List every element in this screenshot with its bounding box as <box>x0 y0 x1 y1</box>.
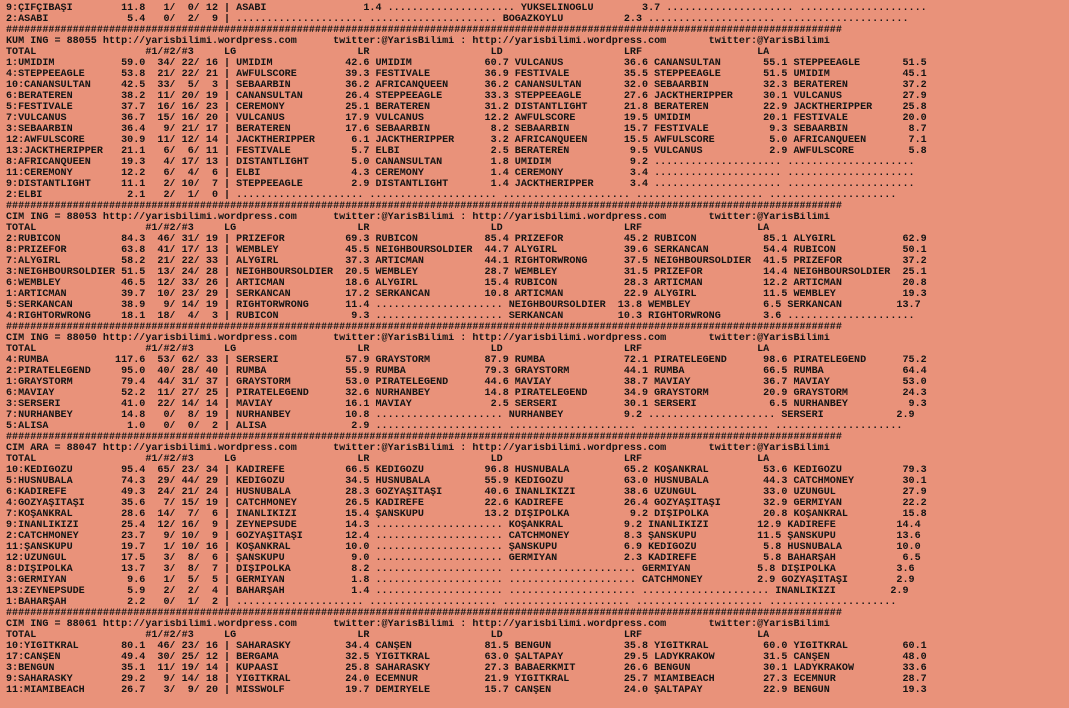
text-line: 3:SERSERİ 41.0 22/ 14/ 14 | MAVİAY 16.1 MAVİAY 2.5 SERSERİ 30.1 SERSERİ 6.5 NURHANBEY 9.3 <box>6 399 927 410</box>
text-line: 4:GÖZYAŞITAŞI 35.6 7/ 15/ 19 | CATCHMONEY 26.5 KADİREFE 22.6 KADİREFE 26.4 GÖZYAŞITAŞI 32.9 GERMİYAN 22.2 <box>6 498 927 509</box>
text-line: TOTAL #1/#2/#3 LG LR LD LRF LA <box>6 344 770 355</box>
text-line: 8:AFRICANQUEEN 19.3 4/ 17/ 13 | DISTANTLIGHT 5.0 CANANSULTAN 1.8 ÜMİDİM 9.2 ..................... ..................... <box>6 157 915 168</box>
text-line: 8:DİŞİPOLKA 13.7 3/ 8/ 7 | DİŞİPOLKA 8.2 ..................... ..................... GERMİYAN 5.8 DİŞİPOLKA 3.6 <box>6 564 915 575</box>
text-line: 11:CEREMONY 12.2 6/ 4/ 6 | ELBİ 4.3 CEREMONY 1.4 CEREMONY 3.4 ..................... ..................... <box>6 168 915 179</box>
text-line: 4:STEPPEEAGLE 53.8 21/ 22/ 21 | AWFULSCORE 39.3 FESTİVALE 36.9 FESTİVALE 35.5 STEPPEEAGLE 51.5 ÜMİDİM 45.1 <box>6 69 927 80</box>
text-line: 13:JACKTHERIPPER 21.1 6/ 6/ 11 | FESTİVALE 5.7 ELBİ 2.5 BERATEREN 9.5 VULCANUS 2.9 AWFULSCORE 5.8 <box>6 146 927 157</box>
text-line: 6:WEMBLEY 46.5 12/ 33/ 26 | ARTICMAN 18.6 ALYGIRL 15.4 RUBICON 28.3 ARTICMAN 12.2 ARTICMAN 20.8 <box>6 278 927 289</box>
text-line: ########################################################################################################################################## <box>6 322 842 333</box>
text-line: 9:İNANLIKIZI 25.4 12/ 16/ 9 | ZEYNEPSUDE 14.3 ..................... KOŞANKRAL 9.2 İNANLIKIZI 12.9 KADİREFE 14.4 <box>6 520 921 531</box>
text-line: 4:RUMBA 117.6 53/ 62/ 33 | SERSERİ 57.9 GRAYSTORM 87.9 RUMBA 72.1 PIRATELEGEND 98.6 PIRATELEGEND 75.2 <box>6 355 927 366</box>
text-line: 5:ALİSA 1.0 0/ 0/ 2 | ALİSA 2.9 ..................... ..................... ..................... ..................... <box>6 421 903 432</box>
text-line: 5:HÜSNÜBALA 74.3 29/ 44/ 29 | KEDİGÖZÜ 34.5 HÜSNÜBALA 55.9 KEDİGÖZÜ 63.0 HÜSNÜBALA 44.3 CATCHMONEY 30.1 <box>6 476 927 487</box>
text-line: KUM ING = 88055 http://yarisbilimi.wordpress.com twitter:@YarisBilimi : http://yarisbilimi.wordpress.com twitter:@YarisBilimi <box>6 36 830 47</box>
text-line: 6:BERATEREN 38.2 11/ 20/ 19 | CANANSULTAN 26.4 STEPPEEAGLE 33.3 STEPPEEAGLE 27.6 JACKTHERIPPER 30.1 VULCANUS 27.9 <box>6 91 927 102</box>
text-line: 2:PIRATELEGEND 95.0 40/ 28/ 40 | RUMBA 55.9 RUMBA 79.3 GRAYSTORM 44.1 RUMBA 66.5 RUMBA 64.4 <box>6 366 927 377</box>
text-line: 1:BAHARŞAH 2.2 0/ 1/ 2 | ..................... ..................... ..................... ..................... ..................... <box>6 597 897 608</box>
text-line: 10:CANANSULTAN 42.5 33/ 5/ 3 | SEBAARBİN 36.2 AFRICANQUEEN 36.2 CANANSULTAN 32.0 SEBAARBİN 32.3 BERATEREN 37.2 <box>6 80 927 91</box>
text-line: 2:ELBİ 2.1 2/ 1/ 0 | ..................... ..................... ..................... ..................... ..................... <box>6 190 897 201</box>
text-line: ########################################################################################################################################## <box>6 432 842 443</box>
text-line: 9:ÇİFÇİBAŞI 11.8 1/ 0/ 12 | ASABİ 1.4 ..................... YÜKSELİNOĞLU 3.7 ..................... ..................... <box>6 3 927 14</box>
text-line: 3:GERMİYAN 9.6 1/ 5/ 5 | GERMİYAN 1.8 ..................... ..................... CATCHMONEY 2.9 GÖZYAŞITAŞI 2.9 <box>6 575 915 586</box>
text-line: 10:YİĞİTKRAL 80.1 46/ 23/ 16 | SAHARASKY 34.4 CANŞEN 81.5 BENGUN 35.8 YİĞİTKRAL 60.0 YİĞİTKRAL 60.1 <box>6 641 927 652</box>
text-line: 9:DISTANTLIGHT 11.1 2/ 10/ 7 | STEPPEEAGLE 2.9 DISTANTLIGHT 1.4 JACKTHERIPPER 3.4 ..................... ..................... <box>6 179 915 190</box>
text-line: 6:MAVİAY 52.2 11/ 27/ 25 | PIRATELEGEND 32.6 NURHANBEY 14.8 PIRATELEGEND 34.9 GRAYSTORM 20.9 GRAYSTORM 24.3 <box>6 388 927 399</box>
text-line: 5:SERKANCAN 38.9 9/ 14/ 19 | RIGHTORWRONG 11.4 ..................... NEIGHBOURSOLDIER 13.8 WEMBLEY 6.5 SERKANCAN 13.7 <box>6 300 921 311</box>
text-line: 11:ŞANSKÜPÜ 19.7 1/ 10/ 16 | KOŞANKRAL 10.0 ..................... ŞANSKÜPÜ 6.9 KEDİGÖZÜ 5.8 HÜSNÜBALA 10.0 <box>6 542 921 553</box>
text-line: 6:KADİREFE 49.3 24/ 21/ 24 | HÜSNÜBALA 28.3 GÖZYAŞITAŞI 40.6 İNANLIKIZI 38.6 UZUNGÜL 33.0 UZUNGÜL 27.9 <box>6 487 927 498</box>
text-line: ########################################################################################################################################## <box>6 25 842 36</box>
text-line: 7:KOŞANKRAL 28.6 14/ 7/ 6 | İNANLIKIZI 15.4 ŞANSKÜPÜ 13.2 DİŞİPOLKA 9.2 DİŞİPOLKA 20.8 KOŞANKRAL 15.8 <box>6 509 927 520</box>
text-line: ########################################################################################################################################## <box>6 201 842 212</box>
text-line: 2:CATCHMONEY 23.7 9/ 10/ 9 | GÖZYAŞITAŞI 12.4 ..................... CATCHMONEY 8.3 ŞANSKÜPÜ 11.5 ŞANSKÜPÜ 13.6 <box>6 531 921 542</box>
text-line: 7:VULCANUS 36.7 15/ 16/ 20 | VULCANUS 17.9 VULCANUS 12.2 AWFULSCORE 19.5 ÜMİDİM 20.1 FESTİVALE 20.0 <box>6 113 927 124</box>
text-line: 17:CANŞEN 49.4 30/ 25/ 12 | BERGAMA 32.5 YİĞİTKRAL 63.0 ŞALTAPAY 29.5 LADYKRAKOW 31.5 CANŞEN 48.0 <box>6 652 927 663</box>
text-line: 2:ASABİ 5.4 0/ 2/ 9 | ..................... ..................... BOĞAZKÖYLÜ 2.3 ..................... ..................... <box>6 14 909 25</box>
text-line: 9:SAHARASKY 29.2 9/ 14/ 18 | YİĞİTKRAL 24.0 ECEMNUR 21.9 YİĞİTKRAL 25.7 MIAMIBEACH 27.3 ECEMNUR 28.7 <box>6 674 927 685</box>
text-line: 1:ARTICMAN 39.7 10/ 23/ 29 | SERKANCAN 17.2 SERKANCAN 10.8 ARTICMAN 22.9 ALYGIRL 11.5 WEMBLEY 19.3 <box>6 289 927 300</box>
text-line: 3:NEIGHBOURSOLDIER 51.5 13/ 24/ 28 | NEIGHBOURSOLDIER 20.5 WEMBLEY 28.7 WEMBLEY 31.5 PRIZEFOR 14.4 NEIGHBOURSOLDIER 25.1 <box>6 267 927 278</box>
text-line: CIM ING = 88050 http://yarisbilimi.wordpress.com twitter:@YarisBilimi : http://yarisbilimi.wordpress.com twitter:@YarisBilimi <box>6 333 830 344</box>
text-line: TOTAL #1/#2/#3 LG LR LD LRF LA <box>6 454 770 465</box>
text-line: CIM ING = 88053 http://yarisbilimi.wordpress.com twitter:@YarisBilimi : http://yarisbilimi.wordpress.com twitter:@YarisBilimi <box>6 212 830 223</box>
text-line: 3:SEBAARBİN 36.4 9/ 21/ 17 | BERATEREN 17.6 SEBAARBİN 8.2 SEBAARBİN 15.7 FESTİVALE 9.3 SEBAARBİN 8.7 <box>6 124 927 135</box>
text-line: 13:ZEYNEPSUDE 5.9 2/ 2/ 4 | BAHARŞAH 1.4 ..................... ..................... ..................... İNANLIKIZI 2.9 <box>6 586 909 597</box>
text-line: TOTAL #1/#2/#3 LG LR LD LRF LA <box>6 223 770 234</box>
text-line: ########################################################################################################################################## <box>6 608 842 619</box>
text-line: 11:MIAMIBEACH 26.7 3/ 9/ 20 | MISSWOLF 19.7 DEMİRYELE 15.7 CANŞEN 24.0 ŞALTAPAY 22.9 BENGUN 19.3 <box>6 685 927 696</box>
text-line: 7:NURHANBEY 14.8 0/ 8/ 19 | NURHANBEY 10.8 ..................... NURHANBEY 9.2 ..................... SERSERİ 2.9 <box>6 410 915 421</box>
text-line: 4:RIGHTORWRONG 18.1 18/ 4/ 3 | RUBICON 9.3 ..................... SERKANCAN 10.3 RIGHTORWRONG 3.6 ..................... <box>6 311 915 322</box>
text-line: 2:RUBICON 84.3 46/ 31/ 19 | PRIZEFOR 69.3 RUBICON 85.4 PRIZEFOR 45.2 RUBICON 85.1 ALYGIRL 62.9 <box>6 234 927 245</box>
text-line: CIM ARA = 88047 http://yarisbilimi.wordpress.com twitter:@YarisBilimi : http://yarisbilimi.wordpress.com twitter:@YarisBilimi <box>6 443 830 454</box>
text-line: TOTAL #1/#2/#3 LG LR LD LRF LA <box>6 47 770 58</box>
text-line: CIM ING = 88061 http://yarisbilimi.wordpress.com twitter:@YarisBilimi : http://yarisbilimi.wordpress.com twitter:@YarisBilimi <box>6 619 830 630</box>
text-line: 1:GRAYSTORM 79.4 44/ 31/ 37 | GRAYSTORM 53.0 PIRATELEGEND 44.6 MAVİAY 38.7 MAVİAY 36.7 MAVİAY 53.0 <box>6 377 927 388</box>
text-line: 8:PRIZEFOR 63.8 41/ 17/ 13 | WEMBLEY 45.5 NEIGHBOURSOLDIER 44.7 ALYGIRL 39.6 SERKANCAN 54.4 RUBICON 50.1 <box>6 245 927 256</box>
text-line: 7:ALYGIRL 58.2 21/ 22/ 33 | ALYGIRL 37.3 ARTICMAN 44.1 RIGHTORWRONG 37.5 NEIGHBOURSOLDIER 41.5 PRIZEFOR 37.2 <box>6 256 927 267</box>
text-line: 1:ÜMİDİM 59.0 34/ 22/ 16 | ÜMİDİM 42.6 ÜMİDİM 60.7 VULCANUS 36.6 CANANSULTAN 55.1 STEPPEEAGLE 51.5 <box>6 58 927 69</box>
text-line: 12:AWFULSCORE 30.9 11/ 12/ 14 | JACKTHERIPPER 6.1 JACKTHERIPPER 3.2 AFRICANQUEEN 15.5 AWFULSCORE 5.0 AFRICANQUEEN 7.1 <box>6 135 927 146</box>
text-line: 10:KEDİGÖZÜ 95.4 65/ 23/ 34 | KADİREFE 66.5 KEDİGÖZÜ 96.8 HÜSNÜBALA 65.2 KOŞANKRAL 53.6 KEDİGÖZÜ 79.3 <box>6 465 927 476</box>
text-line: 12:UZUNGÜL 17.5 3/ 8/ 6 | ŞANSKÜPÜ 9.0 ..................... GERMİYAN 2.3 KADİREFE 5.8 BAHARŞAH 6.5 <box>6 553 921 564</box>
text-line: 5:FESTİVALE 37.7 16/ 16/ 23 | CEREMONY 25.1 BERATEREN 31.2 DISTANTLIGHT 21.8 BERATEREN 22.9 JACKTHERIPPER 25.8 <box>6 102 927 113</box>
text-line: TOTAL #1/#2/#3 LG LR LD LRF LA <box>6 630 770 641</box>
text-line: 3:BENGUN 35.1 11/ 19/ 14 | KUPAASI 25.8 SAHARASKY 27.3 BABAERKMİT 26.6 BENGUN 30.1 LADYKRAKOW 33.6 <box>6 663 927 674</box>
